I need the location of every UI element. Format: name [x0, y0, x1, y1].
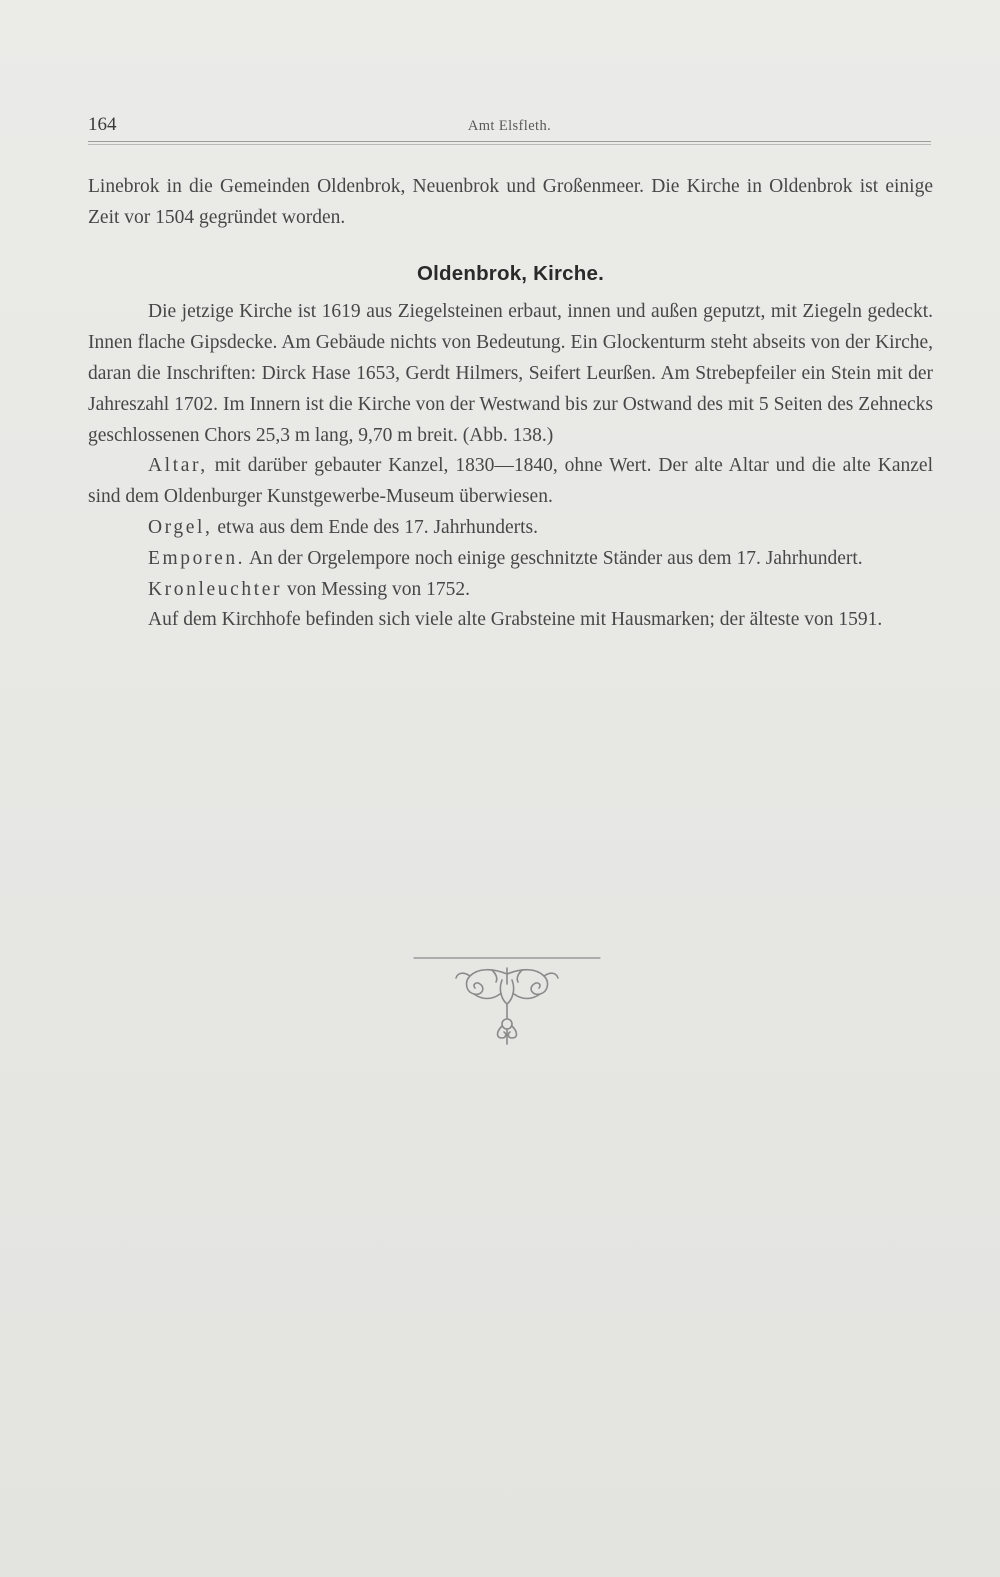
emporen-term: Emporen.: [148, 547, 246, 569]
emporen-text: An der Orgelempore noch einige geschnitzte Ständer aus dem 17. Jahrhundert.: [245, 547, 863, 569]
altar-text: mit darüber gebauter Kanzel, 1830—1840, ohne Wert. Der alte Altar und die alte Kanzel sind dem Oldenburger Kunstgewerbe-Museum überwiesen.: [88, 455, 933, 508]
orgel-term: Orgel,: [148, 516, 213, 538]
running-head: [88, 112, 931, 142]
running-title: Amt Elsfleth.: [467, 118, 552, 134]
graveyard-paragraph: Auf dem Kirchhofe befinden sich viele alte Grabsteine mit Hausmarken; der älteste von 1591.: [148, 609, 883, 631]
description-paragraph: Die jetzige Kirche ist 1619 aus Ziegelsteinen erbaut, innen und außen geputzt, mit Ziegeln gedeckt. Innen flache Gipsdecke. Am Gebäude nichts von Bedeutung. Ein Glockenturm steht abseits von der Kirche, daran die Inschriften: Dirck Hase 1653, Gerdt Hilmers, Seifert Leurßen. Am Strebepfeiler ein Stein mit der Jahreszahl 1702. Im Innern ist die Kirche von der Westwand bis zur Ostwand des mit 5 Seiten des Zehnecks geschlossenen Chors 25,3 m lang, 9,70 m breit. (Abb. 138.): [88, 301, 933, 446]
altar-term: Altar,: [148, 455, 208, 477]
page-number: 164: [88, 114, 117, 135]
orgel-text: etwa aus dem Ende des 17. Jahrhunderts.: [212, 516, 538, 538]
floral-tailpiece-icon: [412, 954, 602, 1050]
kronleuchter-text: von Messing von 1752.: [282, 578, 471, 600]
section-heading: Oldenbrok, Kirche.: [417, 261, 604, 285]
body-text: [88, 172, 933, 636]
altar-paragraph: [88, 451, 933, 513]
emporen-paragraph: [88, 544, 933, 575]
orgel-paragraph: [88, 513, 933, 544]
kronleuchter-term: Kronleuchter: [148, 578, 283, 600]
intro-paragraph: Linebrok in die Gemeinden Oldenbrok, Neuenbrok und Großenmeer. Die Kirche in Oldenbrok ist einige Zeit vor 1504 gegründet worden.: [88, 176, 933, 228]
kronleuchter-paragraph: [88, 575, 933, 606]
header-rule: [88, 141, 931, 145]
